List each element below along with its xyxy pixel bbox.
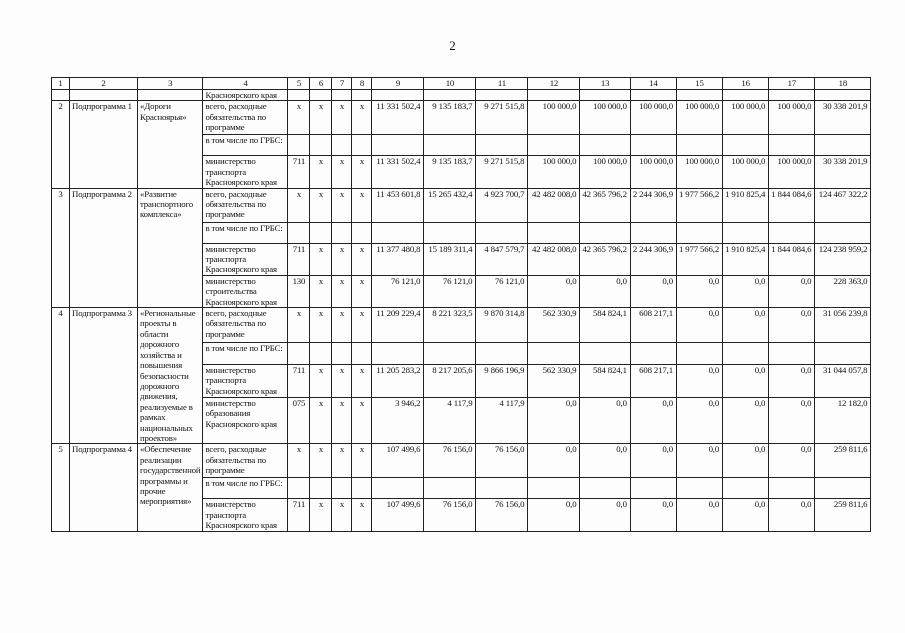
amount-cell: 15 265 432,4 [424, 188, 476, 222]
header-cell: 18 [815, 78, 871, 90]
amount-cell [815, 343, 871, 365]
empty-cell [138, 90, 203, 101]
amount-cell: 76 156,0 [424, 499, 476, 531]
empty-cell [424, 90, 476, 101]
amount-cell: 562 330,9 [528, 308, 580, 343]
program-title: «Развитие транспортного комплекса» [138, 188, 203, 307]
code-cell [288, 222, 310, 243]
code-cell: x [288, 101, 310, 135]
code-cell [288, 478, 310, 499]
table-row [52, 444, 871, 478]
amount-cell [424, 343, 476, 365]
code-cell [352, 135, 372, 156]
header-cell: 6 [310, 78, 332, 90]
amount-cell: 4 117,9 [476, 397, 528, 443]
amount-cell: 4 847 579,7 [476, 243, 528, 275]
program-title: «Обеспечение реализации государственной программы и прочие мероприятия» [138, 444, 203, 531]
empty-cell [476, 90, 528, 101]
header-row [52, 78, 871, 90]
amount-cell: 0,0 [676, 444, 722, 478]
amount-cell [476, 478, 528, 499]
amount-cell: 0,0 [630, 397, 676, 443]
amount-cell [769, 343, 815, 365]
amount-cell: 0,0 [630, 499, 676, 531]
amount-cell: 76 156,0 [476, 444, 528, 478]
amount-cell: 0,0 [723, 444, 769, 478]
row-description: министерство транспорта Красноярского края [203, 499, 288, 531]
amount-cell: 0,0 [769, 275, 815, 307]
amount-cell [580, 222, 630, 243]
empty-cell [352, 90, 372, 101]
empty-cell [310, 90, 332, 101]
amount-cell [580, 478, 630, 499]
amount-cell: 9 135 183,7 [424, 156, 476, 188]
amount-cell: 0,0 [769, 308, 815, 343]
amount-cell: 0,0 [580, 444, 630, 478]
amount-cell: 100 000,0 [769, 156, 815, 188]
amount-cell [630, 135, 676, 156]
amount-cell: 0,0 [676, 275, 722, 307]
amount-cell: 11 331 502,4 [372, 101, 424, 135]
program-title: «Дороги Красноярья» [138, 101, 203, 188]
amount-cell: 76 156,0 [424, 444, 476, 478]
amount-cell: 107 499,6 [372, 444, 424, 478]
amount-cell: 0,0 [723, 397, 769, 443]
amount-cell: 0,0 [769, 444, 815, 478]
code-cell: x [288, 308, 310, 343]
amount-cell [676, 478, 722, 499]
row-description: в том числе по ГРБС: [203, 222, 288, 243]
amount-cell [676, 222, 722, 243]
code-cell: x [332, 397, 352, 443]
code-cell [352, 478, 372, 499]
row-description: министерство строительства Красноярского края [203, 275, 288, 307]
amount-cell [723, 343, 769, 365]
code-cell: x [332, 156, 352, 188]
code-cell [310, 478, 332, 499]
amount-cell [528, 222, 580, 243]
amount-cell: 42 365 796,2 [580, 188, 630, 222]
amount-cell: 100 000,0 [676, 101, 722, 135]
amount-cell: 124 238 959,2 [815, 243, 871, 275]
amount-cell [372, 478, 424, 499]
code-cell [332, 222, 352, 243]
row-description: в том числе по ГРБС: [203, 343, 288, 365]
amount-cell: 0,0 [528, 499, 580, 531]
code-cell [332, 135, 352, 156]
budget-table [51, 77, 871, 532]
amount-cell [676, 343, 722, 365]
amount-cell: 0,0 [769, 499, 815, 531]
amount-cell: 11 331 502,4 [372, 156, 424, 188]
amount-cell [424, 478, 476, 499]
program-name: Подпрограмма 4 [70, 444, 138, 531]
amount-cell: 30 338 201,9 [815, 101, 871, 135]
amount-cell: 76 156,0 [476, 499, 528, 531]
amount-cell: 1 977 566,2 [676, 243, 722, 275]
amount-cell [580, 343, 630, 365]
amount-cell: 0,0 [580, 275, 630, 307]
header-cell: 1 [52, 78, 70, 90]
header-cell: 16 [723, 78, 769, 90]
code-cell: x [352, 101, 372, 135]
amount-cell: 0,0 [769, 364, 815, 397]
amount-cell [476, 343, 528, 365]
amount-cell: 100 000,0 [580, 101, 630, 135]
code-cell: x [352, 308, 372, 343]
code-cell: x [332, 308, 352, 343]
amount-cell: 107 499,6 [372, 499, 424, 531]
amount-cell: 1 910 825,4 [723, 188, 769, 222]
code-cell: x [332, 243, 352, 275]
amount-cell: 0,0 [676, 308, 722, 343]
amount-cell [528, 478, 580, 499]
amount-cell: 562 330,9 [528, 364, 580, 397]
row-description: в том числе по ГРБС: [203, 135, 288, 156]
amount-cell: 9 271 515,8 [476, 156, 528, 188]
code-cell [310, 343, 332, 365]
header-cell: 12 [528, 78, 580, 90]
amount-cell: 228 363,0 [815, 275, 871, 307]
header-cell: 7 [332, 78, 352, 90]
continuation-cell: Красноярского края [203, 90, 288, 101]
program-number: 4 [52, 308, 70, 444]
code-cell: x [332, 444, 352, 478]
amount-cell: 9 271 515,8 [476, 101, 528, 135]
amount-cell: 0,0 [580, 397, 630, 443]
empty-cell [52, 90, 70, 101]
amount-cell: 8 217 205,6 [424, 364, 476, 397]
code-cell [352, 343, 372, 365]
amount-cell: 30 338 201,9 [815, 156, 871, 188]
amount-cell: 0,0 [676, 499, 722, 531]
amount-cell: 0,0 [630, 275, 676, 307]
amount-cell [372, 222, 424, 243]
code-cell: 075 [288, 397, 310, 443]
amount-cell [769, 478, 815, 499]
amount-cell [815, 478, 871, 499]
amount-cell: 0,0 [723, 275, 769, 307]
amount-cell: 1 977 566,2 [676, 188, 722, 222]
amount-cell: 124 467 322,2 [815, 188, 871, 222]
amount-cell [630, 478, 676, 499]
code-cell: x [310, 308, 332, 343]
code-cell: 711 [288, 499, 310, 531]
amount-cell: 0,0 [528, 275, 580, 307]
header-cell: 3 [138, 78, 203, 90]
code-cell: x [352, 275, 372, 307]
header-cell: 8 [352, 78, 372, 90]
header-cell: 5 [288, 78, 310, 90]
amount-cell [372, 343, 424, 365]
code-cell: x [310, 156, 332, 188]
code-cell: x [352, 243, 372, 275]
code-cell: x [352, 188, 372, 222]
row-description: в том числе по ГРБС: [203, 478, 288, 499]
empty-cell [288, 90, 310, 101]
header-cell: 10 [424, 78, 476, 90]
amount-cell: 9 870 314,8 [476, 308, 528, 343]
table-row [52, 308, 871, 343]
table-row [52, 101, 871, 135]
amount-cell: 259 811,6 [815, 499, 871, 531]
amount-cell: 1 844 084,6 [769, 188, 815, 222]
header-cell: 9 [372, 78, 424, 90]
code-cell: x [352, 397, 372, 443]
amount-cell [580, 135, 630, 156]
amount-cell: 1 844 084,6 [769, 243, 815, 275]
empty-cell [815, 90, 871, 101]
amount-cell: 9 866 196,9 [476, 364, 528, 397]
continuation-row [52, 90, 871, 101]
amount-cell: 100 000,0 [630, 156, 676, 188]
header-cell: 15 [676, 78, 722, 90]
amount-cell: 608 217,1 [630, 364, 676, 397]
amount-cell: 4 117,9 [424, 397, 476, 443]
code-cell: x [310, 364, 332, 397]
program-number: 2 [52, 101, 70, 188]
code-cell [310, 222, 332, 243]
program-name: Подпрограмма 1 [70, 101, 138, 188]
code-cell [332, 478, 352, 499]
amount-cell: 11 205 283,2 [372, 364, 424, 397]
code-cell: x [352, 499, 372, 531]
amount-cell: 0,0 [723, 308, 769, 343]
code-cell [288, 343, 310, 365]
amount-cell: 11 377 480,8 [372, 243, 424, 275]
program-number: 3 [52, 188, 70, 307]
amount-cell: 0,0 [676, 364, 722, 397]
amount-cell: 31 056 239,8 [815, 308, 871, 343]
amount-cell [372, 135, 424, 156]
row-description: всего, расходные обязательства по программе [203, 444, 288, 478]
page-number: 2 [449, 38, 456, 53]
amount-cell: 100 000,0 [676, 156, 722, 188]
code-cell: x [352, 156, 372, 188]
empty-cell [332, 90, 352, 101]
amount-cell: 0,0 [528, 444, 580, 478]
amount-cell [723, 135, 769, 156]
code-cell: x [332, 364, 352, 397]
amount-cell: 76 121,0 [372, 275, 424, 307]
amount-cell [723, 222, 769, 243]
code-cell [288, 135, 310, 156]
amount-cell [476, 222, 528, 243]
amount-cell [528, 343, 580, 365]
amount-cell [676, 135, 722, 156]
amount-cell: 100 000,0 [580, 156, 630, 188]
amount-cell: 0,0 [723, 364, 769, 397]
code-cell: x [332, 275, 352, 307]
amount-cell [769, 135, 815, 156]
amount-cell [815, 222, 871, 243]
code-cell: 130 [288, 275, 310, 307]
header-cell: 13 [580, 78, 630, 90]
amount-cell: 0,0 [723, 499, 769, 531]
amount-cell: 0,0 [676, 397, 722, 443]
empty-cell [676, 90, 722, 101]
code-cell [332, 343, 352, 365]
code-cell: x [310, 444, 332, 478]
amount-cell: 76 121,0 [424, 275, 476, 307]
row-description: всего, расходные обязательства по программе [203, 101, 288, 135]
amount-cell: 100 000,0 [630, 101, 676, 135]
empty-cell [630, 90, 676, 101]
program-number: 5 [52, 444, 70, 531]
amount-cell: 100 000,0 [723, 156, 769, 188]
empty-cell [372, 90, 424, 101]
amount-cell: 12 182,0 [815, 397, 871, 443]
row-description: министерство транспорта Красноярского края [203, 243, 288, 275]
code-cell: x [352, 444, 372, 478]
amount-cell [528, 135, 580, 156]
amount-cell: 0,0 [630, 444, 676, 478]
code-cell: x [310, 188, 332, 222]
amount-cell: 0,0 [528, 397, 580, 443]
empty-cell [528, 90, 580, 101]
row-description: всего, расходные обязательства по программе [203, 308, 288, 343]
code-cell: x [332, 101, 352, 135]
amount-cell: 100 000,0 [528, 101, 580, 135]
amount-cell [424, 222, 476, 243]
amount-cell [630, 222, 676, 243]
empty-cell [70, 90, 138, 101]
table-row [52, 188, 871, 222]
amount-cell: 100 000,0 [528, 156, 580, 188]
code-cell [352, 222, 372, 243]
code-cell: x [332, 499, 352, 531]
code-cell [310, 135, 332, 156]
row-description: министерство образования Красноярского края [203, 397, 288, 443]
amount-cell: 76 121,0 [476, 275, 528, 307]
empty-cell [769, 90, 815, 101]
header-cell: 4 [203, 78, 288, 90]
amount-cell: 0,0 [769, 397, 815, 443]
amount-cell: 3 946,2 [372, 397, 424, 443]
amount-cell: 42 482 008,0 [528, 188, 580, 222]
amount-cell: 42 365 796,2 [580, 243, 630, 275]
amount-cell: 11 453 601,8 [372, 188, 424, 222]
amount-cell [769, 222, 815, 243]
amount-cell: 2 244 306,9 [630, 188, 676, 222]
code-cell: x [332, 188, 352, 222]
code-cell: x [310, 101, 332, 135]
header-cell: 14 [630, 78, 676, 90]
amount-cell: 0,0 [580, 499, 630, 531]
empty-cell [723, 90, 769, 101]
row-description: всего, расходные обязательства по программе [203, 188, 288, 222]
amount-cell: 1 910 825,4 [723, 243, 769, 275]
code-cell: x [310, 243, 332, 275]
code-cell: 711 [288, 243, 310, 275]
amount-cell [723, 478, 769, 499]
amount-cell: 100 000,0 [769, 101, 815, 135]
empty-cell [580, 90, 630, 101]
amount-cell: 9 135 183,7 [424, 101, 476, 135]
amount-cell: 100 000,0 [723, 101, 769, 135]
amount-cell: 42 482 008,0 [528, 243, 580, 275]
header-cell: 17 [769, 78, 815, 90]
amount-cell: 608 217,1 [630, 308, 676, 343]
amount-cell: 4 923 700,7 [476, 188, 528, 222]
code-cell: x [352, 364, 372, 397]
amount-cell: 259 811,6 [815, 444, 871, 478]
amount-cell: 584 824,1 [580, 308, 630, 343]
amount-cell: 584 824,1 [580, 364, 630, 397]
amount-cell: 2 244 306,9 [630, 243, 676, 275]
amount-cell [630, 343, 676, 365]
amount-cell: 31 044 057,8 [815, 364, 871, 397]
code-cell: x [310, 499, 332, 531]
code-cell: x [310, 275, 332, 307]
row-description: министерство транспорта Красноярского края [203, 364, 288, 397]
code-cell: x [288, 444, 310, 478]
program-name: Подпрограмма 3 [70, 308, 138, 444]
code-cell: 711 [288, 156, 310, 188]
header-cell: 11 [476, 78, 528, 90]
amount-cell: 11 209 229,4 [372, 308, 424, 343]
header-cell: 2 [70, 78, 138, 90]
amount-cell: 8 221 323,5 [424, 308, 476, 343]
amount-cell [476, 135, 528, 156]
amount-cell [424, 135, 476, 156]
code-cell: x [310, 397, 332, 443]
program-title: «Региональные проекты в области дорожного хозяйства и повышения безопасности дорожного движения, реализуемые в рамках национальных проектов» [138, 308, 203, 444]
program-name: Подпрограмма 2 [70, 188, 138, 307]
amount-cell: 15 189 311,4 [424, 243, 476, 275]
code-cell: x [288, 188, 310, 222]
amount-cell [815, 135, 871, 156]
code-cell: 711 [288, 364, 310, 397]
row-description: министерство транспорта Красноярского края [203, 156, 288, 188]
